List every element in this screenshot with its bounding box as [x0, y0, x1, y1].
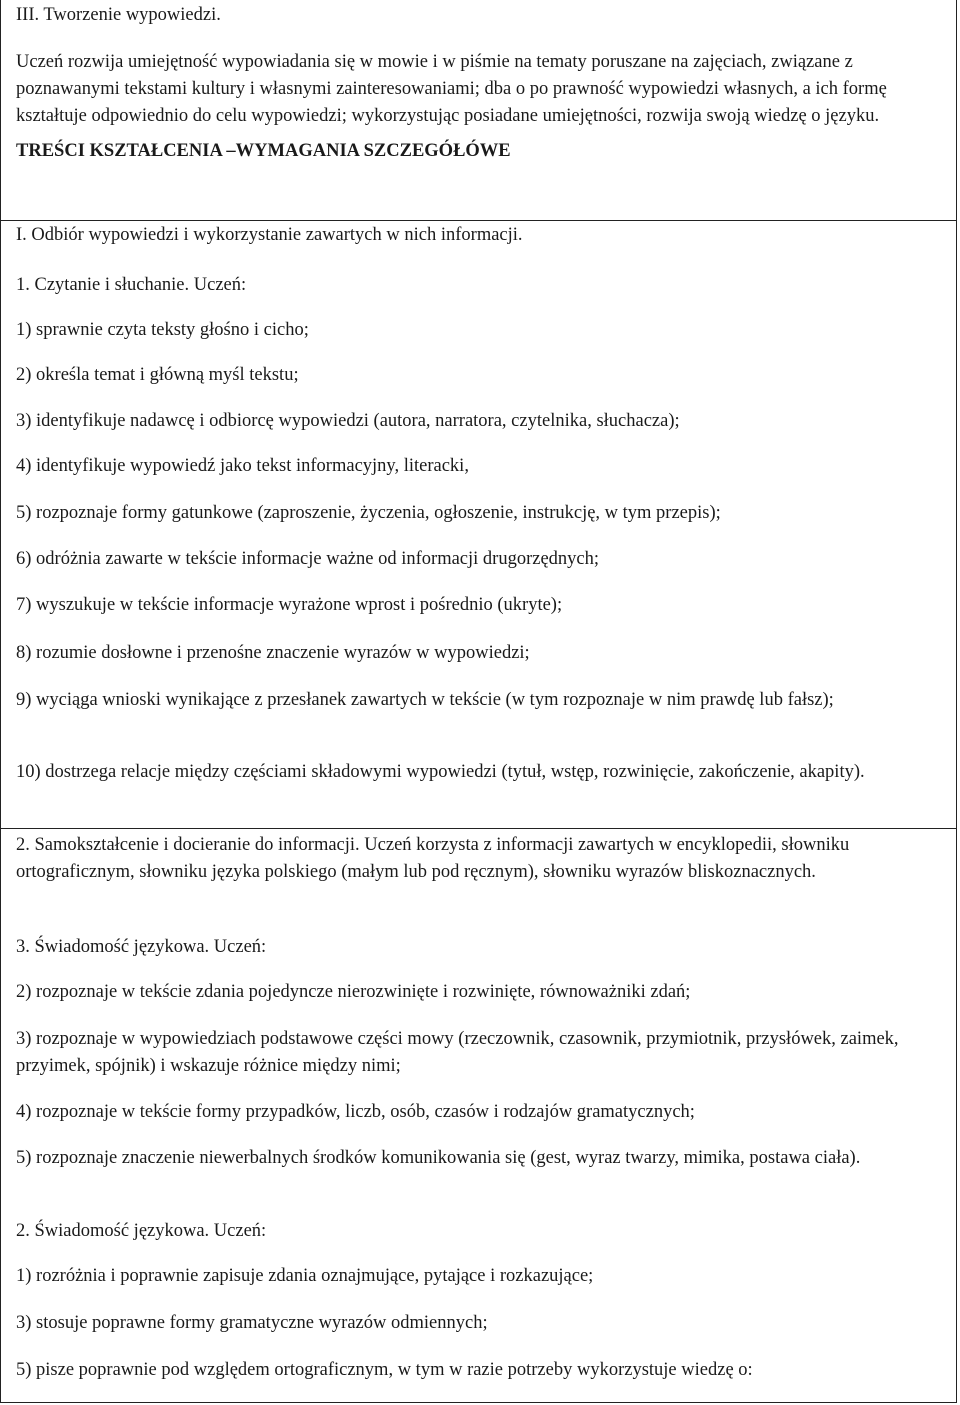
- list-item: 5) rozpoznaje formy gatunkowe (zaproszenie, życzenia, ogłoszenie, instrukcję, w tym przepis);: [16, 503, 721, 523]
- section-paragraph: Uczeń rozwija umiejętność wypowiadania się w mowie i w piśmie na tematy poruszane na zajęciach, związane z poznawanymi tekstami kultury i własnymi zainteresowaniami; dba o po prawność wypowiedzi własnych, a ich formę kształtuje odpowiednio do celu wypowiedzi; wykorzystując posiadane umiejętności, rozwija swoją wiedzę o języku.: [16, 52, 887, 126]
- subsection-title: 3. Świadomość językowa. Uczeń:: [16, 937, 267, 957]
- list-item: 3) rozpoznaje w wypowiedziach podstawowe części mowy (rzeczownik, czasownik, przymiotnik, przysłówek, zaimek, przyimek, spójnik) i wskazuje różnice między nimi;: [16, 1029, 899, 1076]
- section-title: III. Tworzenie wypowiedzi.: [16, 5, 221, 25]
- table-divider: [1, 828, 956, 829]
- section-odbior-wypowiedzi: [1, 222, 956, 827]
- list-item: 2) określa temat i główną myśl tekstu;: [16, 365, 299, 385]
- list-item: 2) rozpoznaje w tekście zdania pojedyncze nierozwinięte i rozwinięte, równoważniki zdań;: [16, 982, 691, 1002]
- list-item: 5) rozpoznaje znaczenie niewerbalnych środków komunikowania się (gest, wyraz twarzy, mimika, postawa ciała).: [16, 1148, 861, 1168]
- requirements-heading: TREŚCI KSZTAŁCENIA –WYMAGANIA SZCZEGÓŁÓWE: [16, 141, 511, 161]
- list-item: 7) wyszukuje w tekście informacje wyrażone wprost i pośrednio (ukryte);: [16, 595, 563, 615]
- list-item: 1) sprawnie czyta teksty głośno i cicho;: [16, 320, 309, 340]
- section-tworzenie-wypowiedzi: [1, 2, 956, 165]
- list-item: 1) rozróżnia i poprawnie zapisuje zdania oznajmujące, pytające i rozkazujące;: [16, 1266, 594, 1286]
- subsection-title: 2. Świadomość językowa. Uczeń:: [16, 1221, 267, 1241]
- list-item: 10) dostrzega relacje między częściami składowymi wypowiedzi (tytuł, wstęp, rozwinięcie, zakończenie, akapity).: [16, 762, 865, 782]
- list-item: 5) pisze poprawnie pod względem ortograficznym, w tym w razie potrzeby wykorzystuje wiedzę o:: [16, 1360, 753, 1380]
- list-item: 6) odróżnia zawarte w tekście informacje ważne od informacji drugorzędnych;: [16, 549, 600, 569]
- section-samoksztalcenie: [1, 830, 956, 1403]
- list-item: 4) identyfikuje wypowiedź jako tekst informacyjny, literacki,: [16, 456, 469, 476]
- list-item: 4) rozpoznaje w tekście formy przypadków, liczb, osób, czasów i rodzajów gramatycznych;: [16, 1102, 695, 1122]
- list-item: 8) rozumie dosłowne i przenośne znaczenie wyrazów w wypowiedzi;: [16, 643, 530, 663]
- subsection-title: 1. Czytanie i słuchanie. Uczeń:: [16, 275, 247, 295]
- section-title: I. Odbiór wypowiedzi i wykorzystanie zawartych w nich informacji.: [16, 225, 523, 245]
- section-paragraph: 2. Samokształcenie i docieranie do informacji. Uczeń korzysta z informacji zawartych w encyklopedii, słowniku ortograficznym, słowniku języka polskiego (małym lub pod ręcznym), słowniku wyrazów bliskoznacznych.: [16, 835, 850, 882]
- list-item: 3) identyfikuje nadawcę i odbiorcę wypowiedzi (autora, narratora, czytelnika, słuchacza);: [16, 411, 680, 431]
- table-divider: [1, 220, 956, 221]
- list-item: 3) stosuje poprawne formy gramatyczne wyrazów odmiennych;: [16, 1313, 488, 1333]
- list-item: 9) wyciąga wnioski wynikające z przesłanek zawartych w tekście (w tym rozpoznaje w nim prawdę lub fałsz);: [16, 690, 834, 710]
